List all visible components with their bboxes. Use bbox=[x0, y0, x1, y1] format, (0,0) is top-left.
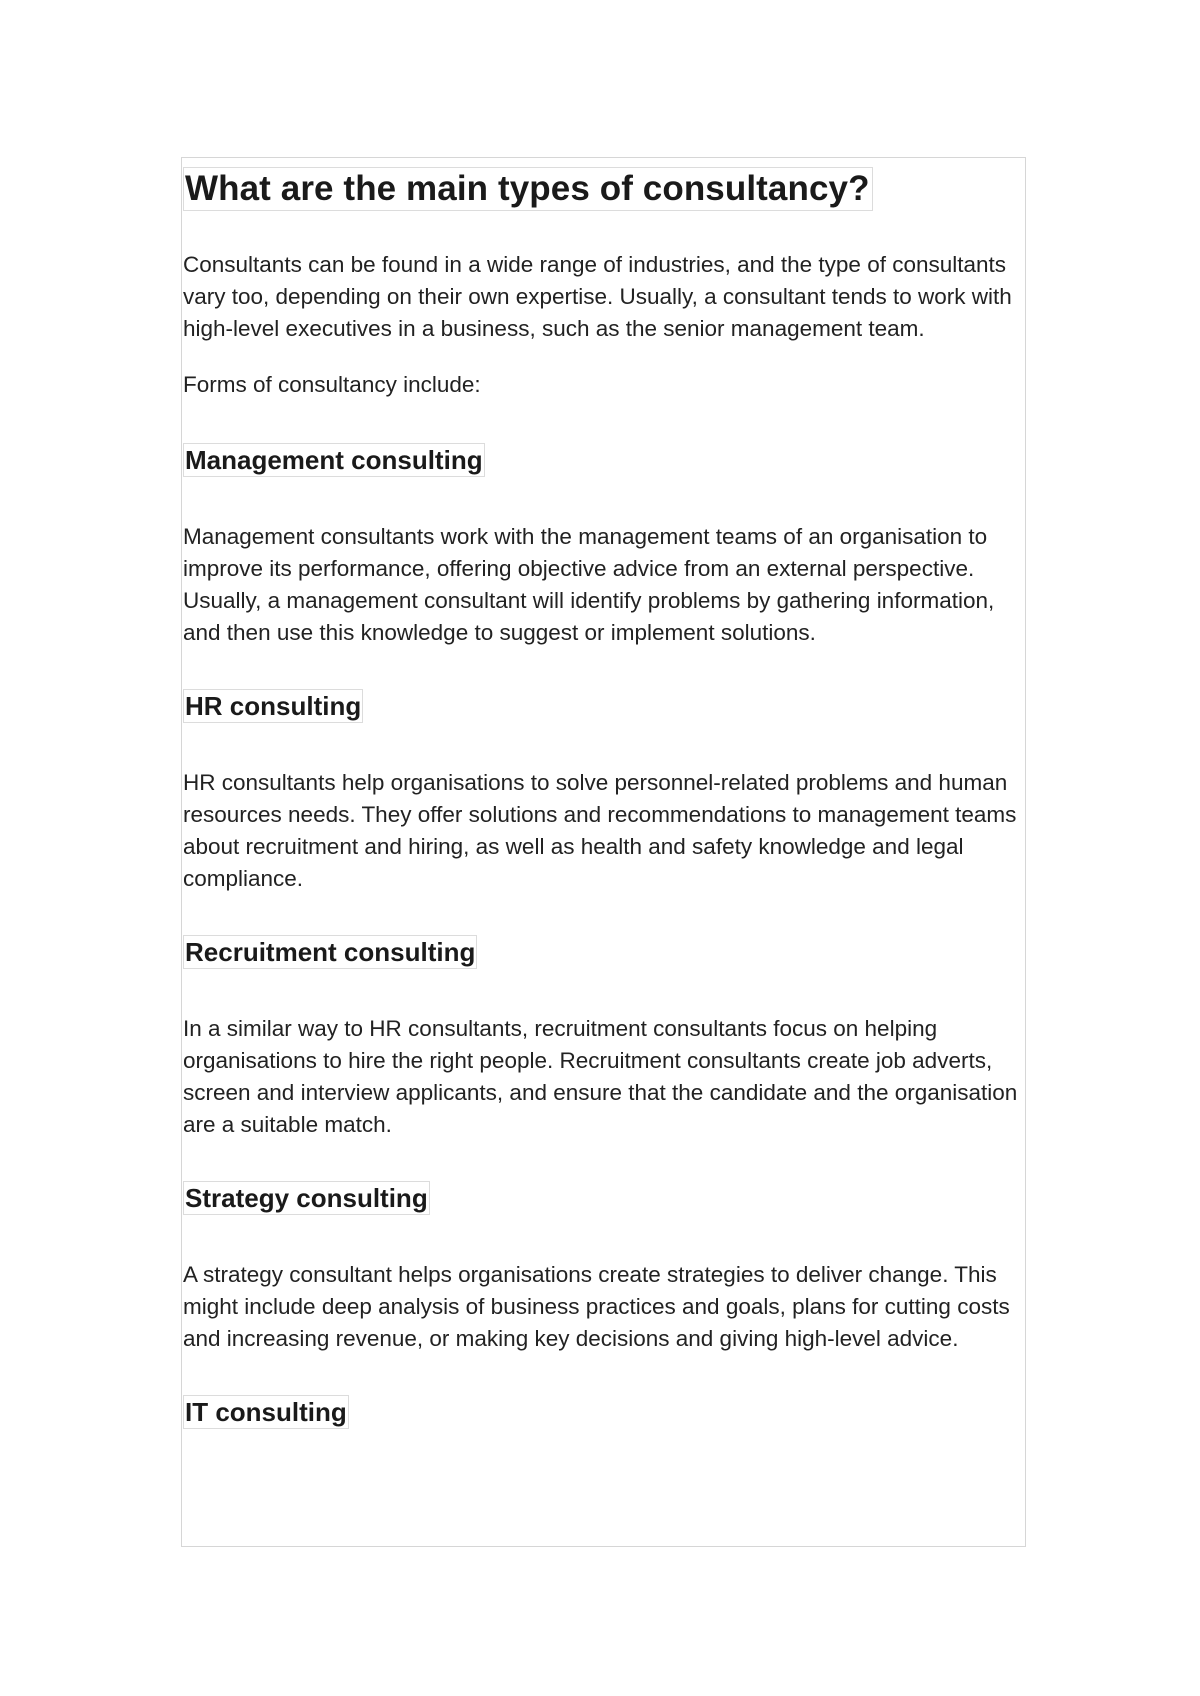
section-body-management: Management consultants work with the management teams of an organisation to improve its performance, offering objective advice from an external perspective. Usually, a management consultant will identify problems by gathering information, and then use this knowledge to suggest or implement solutions. bbox=[183, 524, 995, 645]
section-strategy bbox=[183, 1181, 1023, 1355]
section-heading-management: Management consulting bbox=[185, 445, 483, 475]
section-body-recruitment: In a similar way to HR consultants, recruitment consultants focus on helping organisations to hire the right people. Recruitment consultants create job adverts, screen and interview applicants, and ensure that the candidate and the organisation are a suitable match. bbox=[183, 1016, 1018, 1137]
section-heading-it: IT consulting bbox=[185, 1397, 347, 1427]
section-body-strategy: A strategy consultant helps organisations create strategies to deliver change. This might include deep analysis of business practices and goals, plans for cutting costs and increasing revenue, or making key decisions and giving high-level advice. bbox=[183, 1262, 1010, 1351]
section-heading-hr: HR consulting bbox=[185, 691, 362, 721]
intro-paragraph: Consultants can be found in a wide range of industries, and the type of consultants vary too, depending on their own expertise. Usually, a consultant tends to work with high-level executives in a business, such as the senior management team. bbox=[183, 252, 1012, 341]
document-content bbox=[183, 167, 1023, 1429]
section-hr bbox=[183, 689, 1023, 895]
section-heading-strategy: Strategy consulting bbox=[185, 1183, 428, 1213]
section-management bbox=[183, 443, 1023, 649]
section-it bbox=[183, 1395, 1023, 1429]
forms-label: Forms of consultancy include: bbox=[183, 372, 481, 397]
section-recruitment bbox=[183, 935, 1023, 1141]
section-body-hr: HR consultants help organisations to solve personnel-related problems and human resources needs. They offer solutions and recommendations to management teams about recruitment and hiring, as well as health and safety knowledge and legal compliance. bbox=[183, 770, 1017, 891]
page-title: What are the main types of consultancy? bbox=[183, 167, 873, 211]
section-heading-recruitment: Recruitment consulting bbox=[185, 937, 476, 967]
